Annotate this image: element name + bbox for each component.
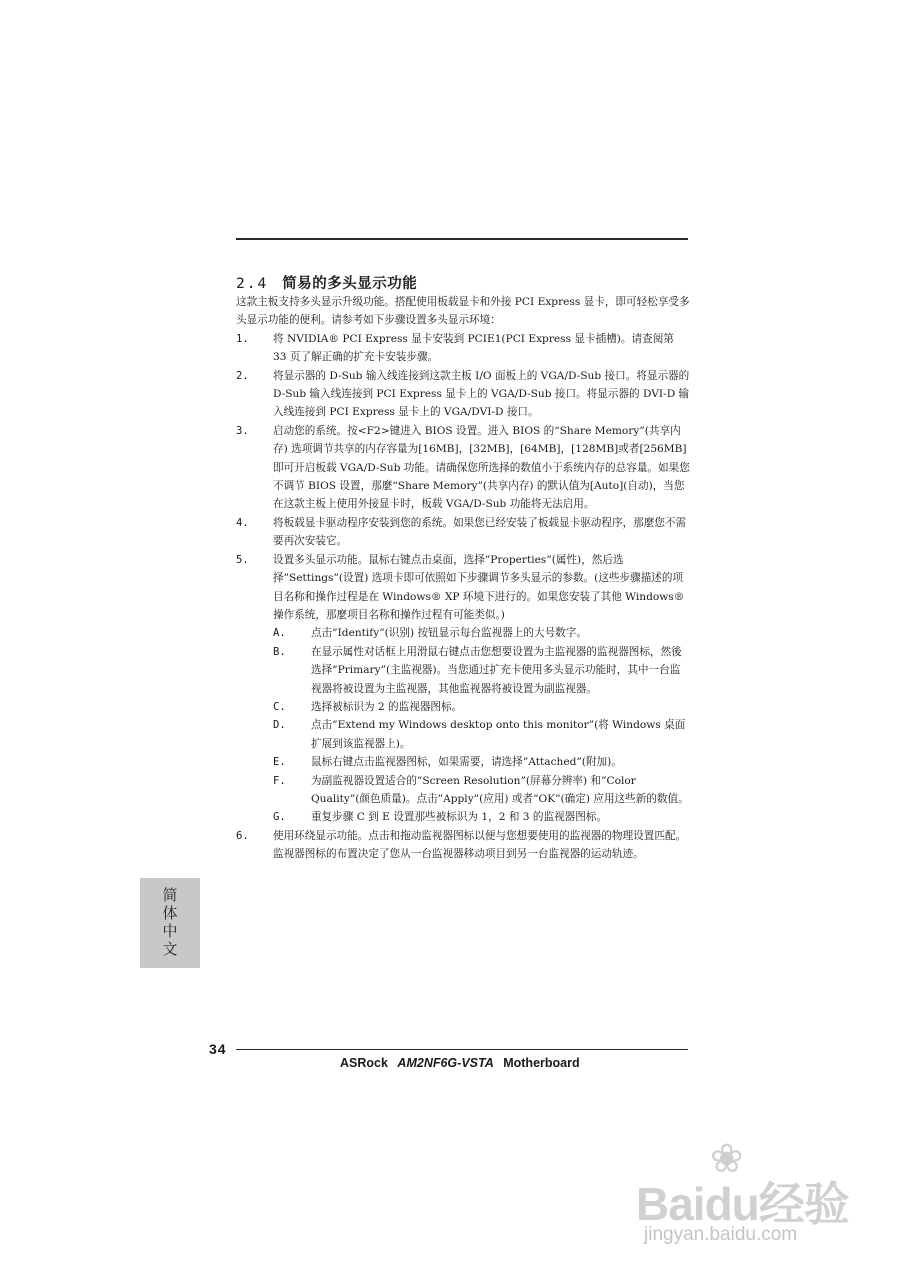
watermark-url: jingyan.baidu.com	[644, 1224, 798, 1245]
substep-item	[273, 772, 690, 809]
baidu-watermark	[636, 1136, 876, 1256]
step-number: 1.	[236, 332, 249, 345]
step-item	[236, 514, 690, 551]
substep-letter: G.	[273, 811, 286, 824]
section-number: 2.4	[236, 276, 269, 292]
step-text: 将显示器的 D-Sub 输入线连接到这款主板 I/O 面板上的 VGA/D-Sub 接口。将显示器的 D-Sub 输入线连接到 PCI Express 显卡上的 VGA/D-Sub 接口。将显示器的 DVI-D 输入线连接到 PCI Express 显卡上的 VGA/DVI-D 接口。	[273, 369, 690, 419]
substep-letter: A.	[273, 627, 286, 640]
page-number: 34	[209, 1041, 227, 1057]
substep-item	[273, 753, 690, 771]
footer	[340, 1056, 580, 1070]
step-item	[236, 551, 690, 625]
step-number: 3.	[236, 424, 249, 437]
substep-letter: B.	[273, 645, 286, 658]
substep-text: 点击”Extend my Windows desktop onto this monitor”(将 Windows 桌面扩展到该监视器上)。	[311, 719, 686, 750]
footer-brand: ASRock	[340, 1056, 388, 1070]
substep-item	[273, 808, 690, 826]
paw-logo-icon: ❀	[710, 1136, 744, 1182]
step-number: 4.	[236, 516, 249, 529]
language-label: 简体中文	[160, 887, 179, 959]
substep-text: 选择被标识为 2 的监视器图标。	[311, 700, 463, 713]
substep-item	[273, 643, 690, 698]
language-side-tab	[140, 878, 200, 968]
substep-letter: E.	[273, 756, 286, 769]
substep-text: 重复步骤 C 到 E 设置那些被标识为 1，2 和 3 的监视器图标。	[311, 811, 608, 824]
step-number: 5.	[236, 553, 249, 566]
step-item	[236, 367, 690, 422]
footer-product: Motherboard	[503, 1056, 580, 1070]
watermark-brand: Baidu经验	[636, 1178, 849, 1230]
footer-model: AM2NF6G-VSTA	[397, 1056, 494, 1070]
step-text: 将 NVIDIA® PCI Express 显卡安装到 PCIE1(PCI Express 显卡插槽)。请查阅第 33 页了解正确的扩充卡安装步骤。	[273, 332, 674, 364]
top-divider	[236, 238, 688, 240]
bottom-divider	[236, 1049, 688, 1050]
substep-text: 鼠标右键点击监视器图标，如果需要，请选择”Attached”(附加)。	[311, 756, 622, 769]
section-heading	[236, 272, 417, 293]
step-item	[236, 827, 690, 864]
section-title: 简易的多头显示功能	[282, 275, 418, 292]
step-text: 将板载显卡驱动程序安装到您的系统。如果您已经安装了板载显卡驱动程序，那麼您不需要再次安装它。	[273, 516, 687, 548]
substep-item	[273, 624, 690, 642]
substep-text: 在显示属性对话框上用滑鼠右键点击您想要设置为主监视器的监视器图标，然後选择”Primary”(主监视器)。当您通过扩充卡使用多头显示功能时，其中一台监视器将被设置为主监视器，其他监视器将被设置为副监视器。	[311, 645, 682, 695]
substep-item	[273, 698, 690, 716]
substep-text: 为副监视器设置适合的”Screen Resolution”(屏幕分辨率) 和”Color Quality”(颜色质量)。点击”Apply”(应用) 或者”OK”(确定) 应用这些新的数值。	[311, 774, 689, 805]
substep-text: 点击”Identify”(识别) 按钮显示每台监视器上的大号数字。	[311, 627, 587, 640]
step-number: 2.	[236, 369, 249, 382]
section-body	[236, 293, 690, 864]
step-number: 6.	[236, 829, 249, 842]
substep-letter: F.	[273, 774, 286, 787]
step-item	[236, 422, 690, 514]
intro-paragraph: 这款主板支持多头显示升级功能。搭配使用板载显卡和外接 PCI Express 显卡，即可轻松享受多头显示功能的便利。请参考如下步骤设置多头显示环境：	[236, 296, 690, 327]
step-text: 启动您的系统。按<F2>键进入 BIOS 设置。进入 BIOS 的“Share Memory”(共享内存) 选项调节共享的内存容量为[16MB]，[32MB]，[64MB]，[128MB]或者[256MB]即可开启板载 VGA/D-Sub 功能。请确保您所选择的数值小于系统内存的总容量。如果您不调节 BIOS 设置，那麼“Share Memory”(共享内存) 的默认值为[Auto](自动)，当您在这款主板上使用外接显卡时，板载 VGA/D-Sub 功能将无法启用。	[273, 424, 690, 511]
substep-letter: C.	[273, 700, 286, 713]
step-item	[236, 330, 690, 367]
substep-letter: D.	[273, 719, 286, 732]
substep-item	[273, 716, 690, 753]
step-text: 设置多头显示功能。鼠标右键点击桌面，选择”Properties”(属性)，然后选择”Settings”(设置) 选项卡即可依照如下步骤调节多头显示的参数。(这些步骤描述的项目名称和操作过程是在 Windows® XP 环境下进行的。如果您安装了其他 Windows® 操作系统，那麼项目名称和操作过程有可能类似。)	[273, 553, 685, 621]
step-text: 使用环绕显示功能。点击和拖动监视器图标以便与您想要使用的监视器的物理设置匹配。监视器图标的布置决定了您从一台监视器移动项目到另一台监视器的运动轨迹。	[273, 829, 687, 861]
